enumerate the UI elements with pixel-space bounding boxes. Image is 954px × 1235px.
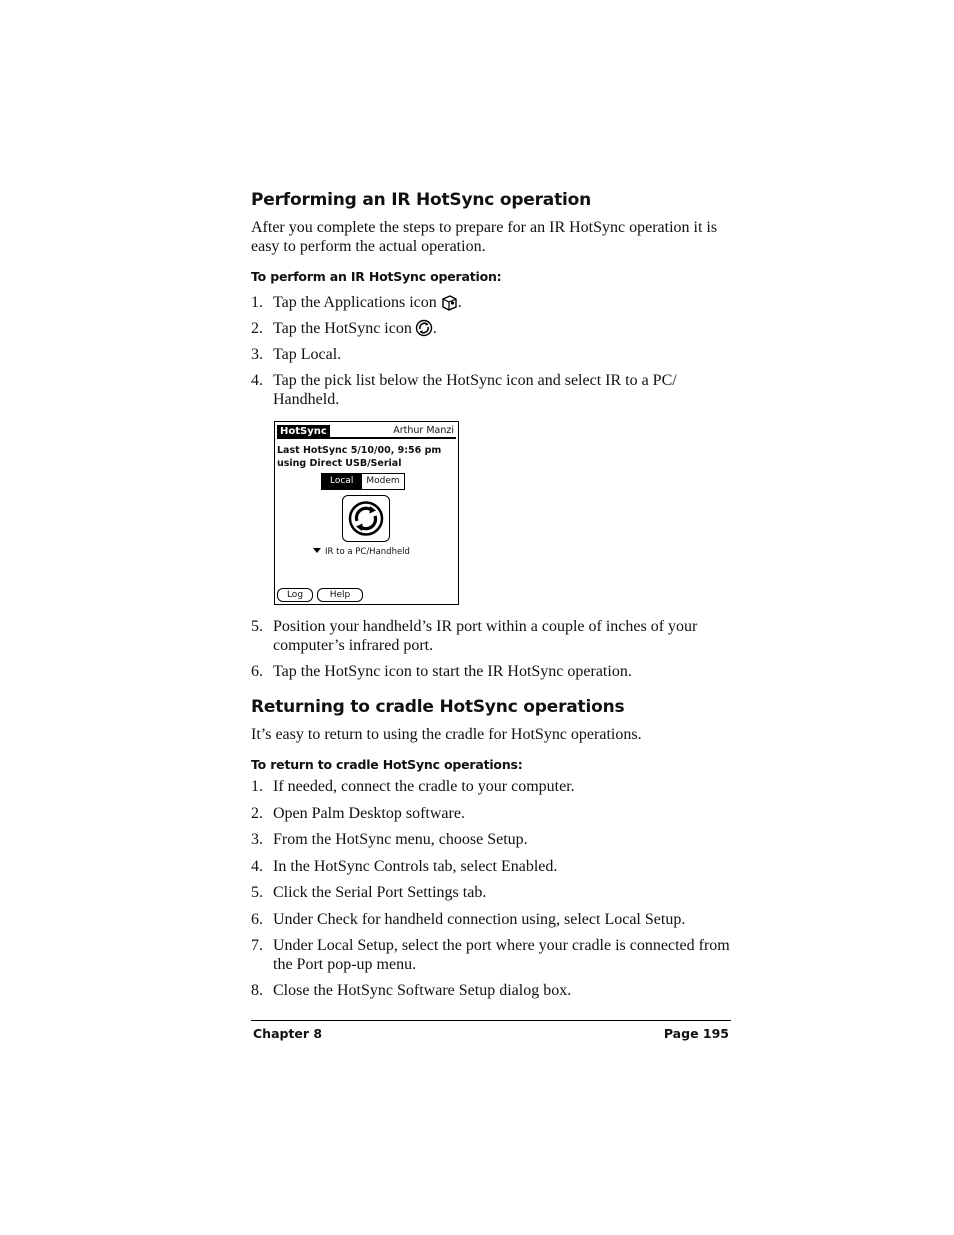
list-item <box>251 319 731 342</box>
palm-segmented-control <box>321 473 405 490</box>
step-text: Open Palm Desktop software. <box>273 805 465 822</box>
step-number: 3. <box>251 346 263 363</box>
procedure-title: To perform an IR HotSync operation: <box>251 269 502 284</box>
applications-icon <box>440 293 458 316</box>
step-text: Tap the HotSync icon to start the IR HotSync operation. <box>273 663 632 680</box>
step-text: Under Check for handheld connection using, select Local Setup. <box>273 911 686 928</box>
hotsync-screenshot <box>274 421 459 605</box>
list-item <box>251 830 731 849</box>
step-text: Close the HotSync Software Setup dialog box. <box>273 982 572 999</box>
picklist-arrow-icon <box>313 548 321 553</box>
palm-picklist[interactable] <box>313 547 410 557</box>
section-intro: After you complete the steps to prepare for an IR HotSync operation it is easy to perform the actual operation. <box>251 219 718 255</box>
step-text: Position your handheld’s IR port within a couple of inches of your computer’s infrared port. <box>273 618 698 654</box>
step-suffix: . <box>457 294 462 311</box>
footer-page-number: Page 195 <box>663 1026 729 1041</box>
palm-title-divider <box>277 437 456 439</box>
palm-local-tab[interactable]: Local <box>322 474 361 489</box>
step-text: From the HotSync menu, choose Setup. <box>273 831 528 848</box>
palm-hotsync-button[interactable] <box>342 495 390 542</box>
section-heading-cradle-hotsync: Returning to cradle HotSync operations <box>251 697 625 717</box>
palm-app-title: HotSync <box>277 425 330 438</box>
list-item <box>251 981 731 1000</box>
palm-last-sync-line2: using Direct USB/Serial <box>277 458 402 469</box>
step-text: If needed, connect the cradle to your computer. <box>273 778 575 795</box>
step-number: 2. <box>251 320 263 337</box>
step-number: 6. <box>251 911 263 928</box>
step-text: Under Local Setup, select the port where your cradle is connected from the Port pop-up menu. <box>273 937 730 973</box>
palm-last-sync-line1: Last HotSync 5/10/00, 9:56 pm <box>277 445 442 456</box>
section-intro: It’s easy to return to using the cradle for HotSync operations. <box>251 726 642 743</box>
list-item <box>251 662 731 681</box>
list-item <box>251 345 731 364</box>
list-item <box>251 910 731 929</box>
list-item <box>251 617 731 655</box>
footer-rule <box>251 1020 731 1021</box>
palm-last-sync <box>277 444 441 470</box>
step-text: Tap Local. <box>273 346 342 363</box>
palm-picklist-value: IR to a PC/Handheld <box>325 547 410 557</box>
step-number: 5. <box>251 884 263 901</box>
palm-modem-tab[interactable]: Modem <box>361 474 403 489</box>
palm-log-button[interactable]: Log <box>277 588 313 602</box>
footer-chapter: Chapter 8 <box>253 1026 323 1041</box>
hotsync-icon <box>415 319 433 342</box>
list-item <box>251 371 731 409</box>
step-number: 5. <box>251 618 263 635</box>
list-item <box>251 936 731 974</box>
hotsync-icon <box>343 496 389 541</box>
list-item <box>251 883 731 902</box>
palm-help-button[interactable]: Help <box>317 588 363 602</box>
step-suffix: . <box>432 320 437 337</box>
step-text: Click the Serial Port Settings tab. <box>273 884 487 901</box>
list-item <box>251 293 731 316</box>
step-number: 4. <box>251 372 263 389</box>
step-number: 4. <box>251 858 263 875</box>
step-text: Tap the pick list below the HotSync icon and select IR to a PC/ Handheld. <box>273 372 677 408</box>
list-item <box>251 804 731 823</box>
step-text: Tap the Applications icon <box>273 294 437 311</box>
step-number: 3. <box>251 831 263 848</box>
step-number: 6. <box>251 663 263 680</box>
list-item <box>251 857 731 876</box>
palm-user-name: Arthur Manzi <box>393 425 454 436</box>
procedure-title: To return to cradle HotSync operations: <box>251 757 523 772</box>
step-number: 8. <box>251 982 263 999</box>
step-text: In the HotSync Controls tab, select Enabled. <box>273 858 558 875</box>
step-number: 7. <box>251 937 263 954</box>
step-number: 2. <box>251 805 263 822</box>
step-number: 1. <box>251 778 263 795</box>
step-number: 1. <box>251 294 263 311</box>
list-item <box>251 777 731 796</box>
section-heading-ir-hotsync: Performing an IR HotSync operation <box>251 190 592 210</box>
step-text: Tap the HotSync icon <box>273 320 412 337</box>
